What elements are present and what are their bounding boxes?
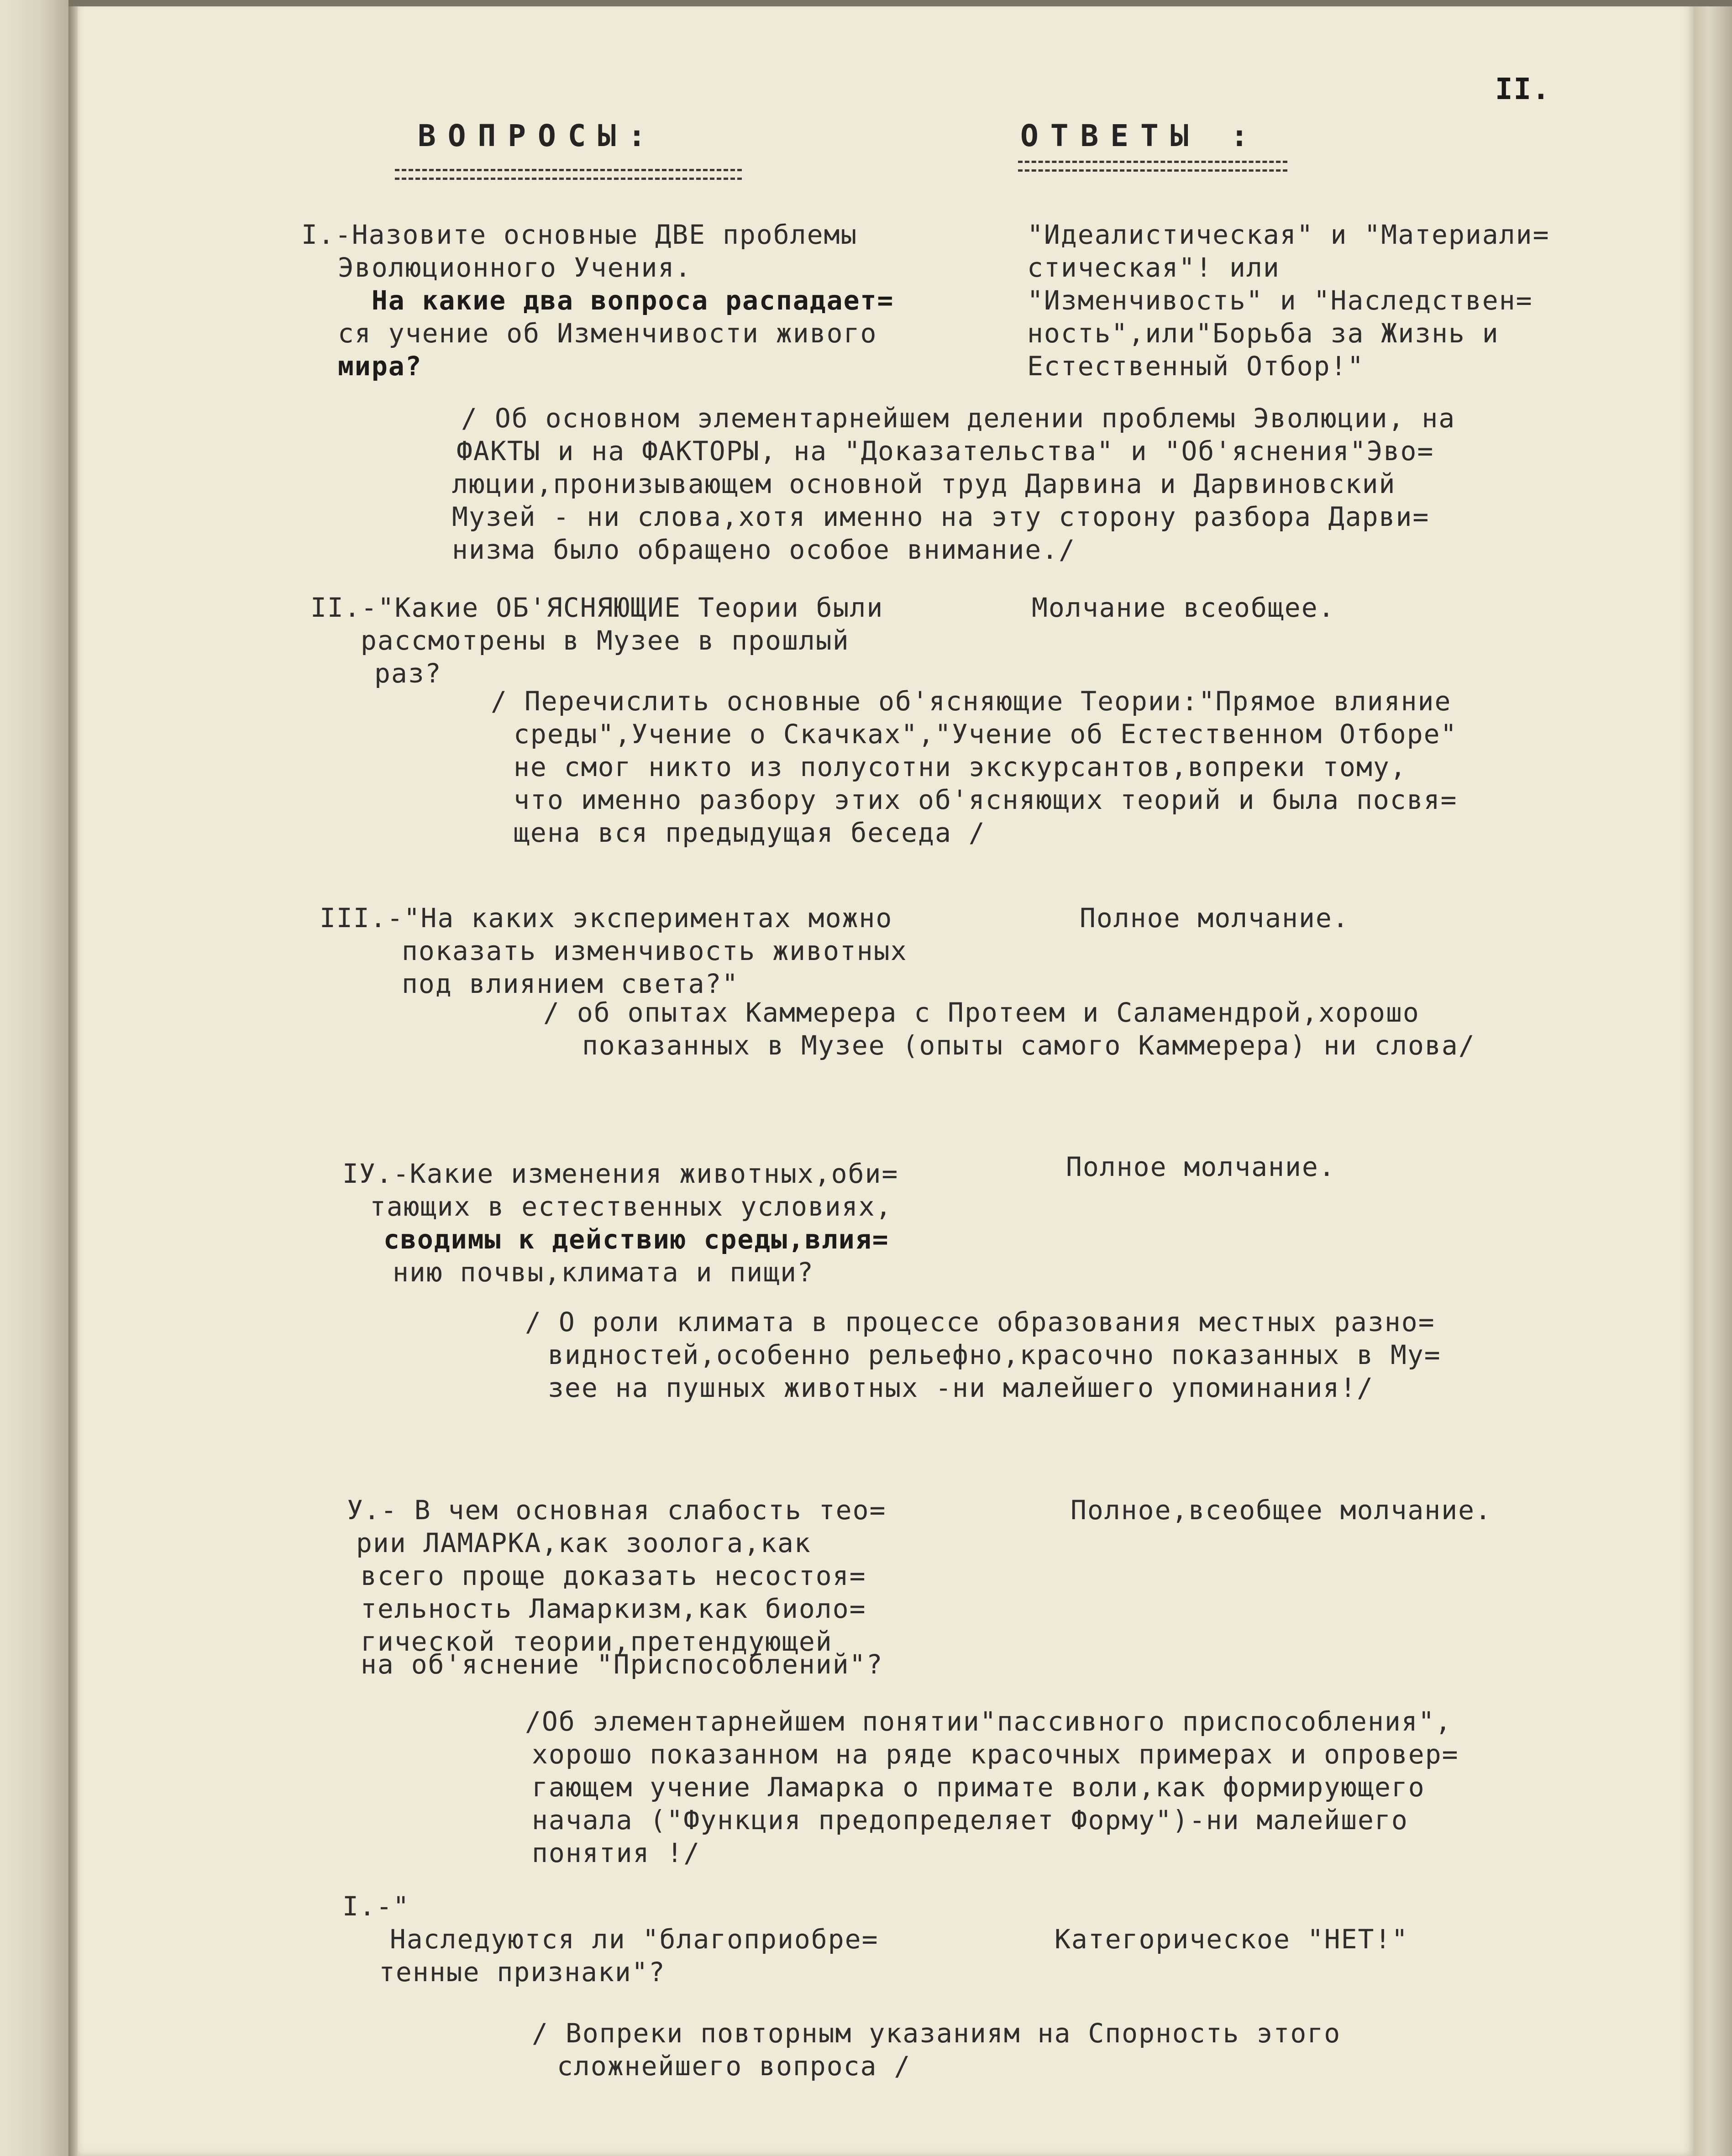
question-5-line-2: рии ЛАМАРКА,как зоолога,как [356,1527,811,1558]
comment-4-line-3: зее на пушных животных -ни малейшего упоминания!/ [548,1372,1374,1403]
answers-header-underline [1018,161,1287,172]
comment-1-line-2: ФАКТЫ и на ФАКТОРЫ, на "Доказательства" и "Об'яснения"Эво= [457,435,1434,467]
question-2-line-2: рассмотрены в Музее в прошлый [361,625,850,656]
question-1-line-3: На какие два вопроса распадает= [338,285,894,316]
answer-1-line-1: "Идеалистическая" и "Материали= [1027,219,1550,250]
question-5-line-5: гической теории,претендующей [361,1626,833,1657]
question-1-line-2: Эволюционного Учения. [338,252,692,283]
answer-5-line-1: Полное,всеобщее молчание. [1071,1495,1492,1526]
binding-shadow [68,0,78,2156]
comment-5-line-3: гающем учение Ламарка о примате воли,как формирующего [532,1772,1425,1803]
question-4-line-1: IУ.-Какие изменения животных,оби= [342,1158,899,1189]
comment-3-line-1: / об опытах Каммерера с Протеем и Саламендрой,хорошо [543,997,1420,1028]
comment-1-line-1: / Об основном элементарнейшем делении проблемы Эволюции, на [461,403,1456,434]
answer-4-line-1: Полное молчание. [1066,1151,1336,1182]
top-edge [68,0,1732,6]
answer-6-line-1: Категорическое "НЕТ!" [1055,1924,1409,1955]
page-number: II. [1495,73,1551,106]
comment-4-line-1: / О роли климата в процессе образования местных разно= [525,1306,1435,1338]
question-2-line-3: раз? [374,658,442,689]
answer-3-line-1: Полное молчание. [1080,902,1349,934]
comment-6-line-1: / Вопреки повторным указаниям на Спорность этого [532,2018,1341,2049]
question-4-line-2: тающих в естественных условиях, [370,1191,892,1222]
comment-6-line-2: сложнейшего вопроса / [557,2051,911,2082]
comment-1-line-5: низма было обращено особое внимание./ [452,534,1076,565]
question-6-line-1: I.-" [342,1891,410,1922]
comment-5-line-5: понятия !/ [532,1837,701,1868]
question-3-line-2: показать изменчивость животных [402,935,908,966]
comment-4-line-2: видностей,особенно рельефно,красочно показанных в Му= [548,1339,1441,1370]
question-3-line-3: под влиянием света?" [402,968,739,999]
question-5-line-6: на об'яснение "Приспособлений"? [361,1649,883,1680]
answer-2-line-1: Молчание всеобщее. [1032,592,1335,623]
question-1-line-4: ся учение об Изменчивости живого [338,318,877,349]
comment-2-line-2: среды",Учение о Скачках","Учение об Естественном Отборе" [514,719,1458,750]
comment-1-line-4: Музей - ни слова,хотя именно на эту сторону разбора Дарви= [452,501,1430,532]
comment-2-line-4: что именно разбору этих об'ясняющих теорий и была посвя= [514,784,1458,815]
question-6-line-2: Наследуются ли "благоприобре= [356,1924,879,1955]
questions-header-underline [395,169,742,180]
questions-header: ВОПРОСЫ: [418,118,658,153]
comment-2-line-1: / Перечислить основные об'ясняющие Теории:"Прямое влияние [491,686,1452,717]
question-6-line-3: тенные признаки"? [379,1957,666,1988]
answer-1-line-4: ность",или"Борьба за Жизнь и [1027,318,1499,349]
page-edge [1694,0,1732,2156]
comment-2-line-5: щена вся предыдущая беседа / [514,817,986,848]
comment-5-line-4: начала ("Функция предопределяет Форму")-ни малейшего [532,1805,1408,1836]
question-1-line-5: мира? [338,351,422,382]
question-5-line-4: тельность Ламаркизм,как биоло= [361,1593,866,1624]
question-4-line-3: сводимы к действию среды,влия= [383,1224,889,1255]
comment-1-line-3: люции,пронизывающем основной труд Дарвина и Дарвиновский [452,468,1396,499]
comment-2-line-3: не смог никто из полусотни экскурсантов,вопреки тому, [514,751,1407,782]
question-5-line-1: У.- В чем основная слабость тео= [347,1495,887,1526]
question-4-line-4: нию почвы,климата и пищи? [393,1257,814,1288]
comment-5-line-1: /Об элементарнейшем понятии"пассивного приспособления", [525,1706,1452,1737]
answers-header: ОТВЕТЫ : [1020,118,1260,153]
question-3-line-1: III.-"На каких экспериментах можно [320,902,893,934]
left-binding [0,0,68,2156]
question-1-line-1: I.-Назовите основные ДВЕ проблемы [301,219,858,250]
question-2-line-1: II.-"Какие ОБ'ЯСНЯЮЩИЕ Теории были [310,592,884,623]
comment-3-line-2: показанных в Музее (опыты самого Каммерера) ни слова/ [582,1030,1475,1061]
comment-5-line-2: хорошо показанном на ряде красочных примерах и опровер= [532,1739,1459,1770]
answer-1-line-5: Естественный Отбор!" [1027,351,1365,382]
question-5-line-3: всего проще доказать несостоя= [361,1560,866,1591]
answer-1-line-3: "Изменчивость" и "Наследствен= [1027,285,1533,316]
answer-1-line-2: стическая"! или [1027,252,1280,283]
